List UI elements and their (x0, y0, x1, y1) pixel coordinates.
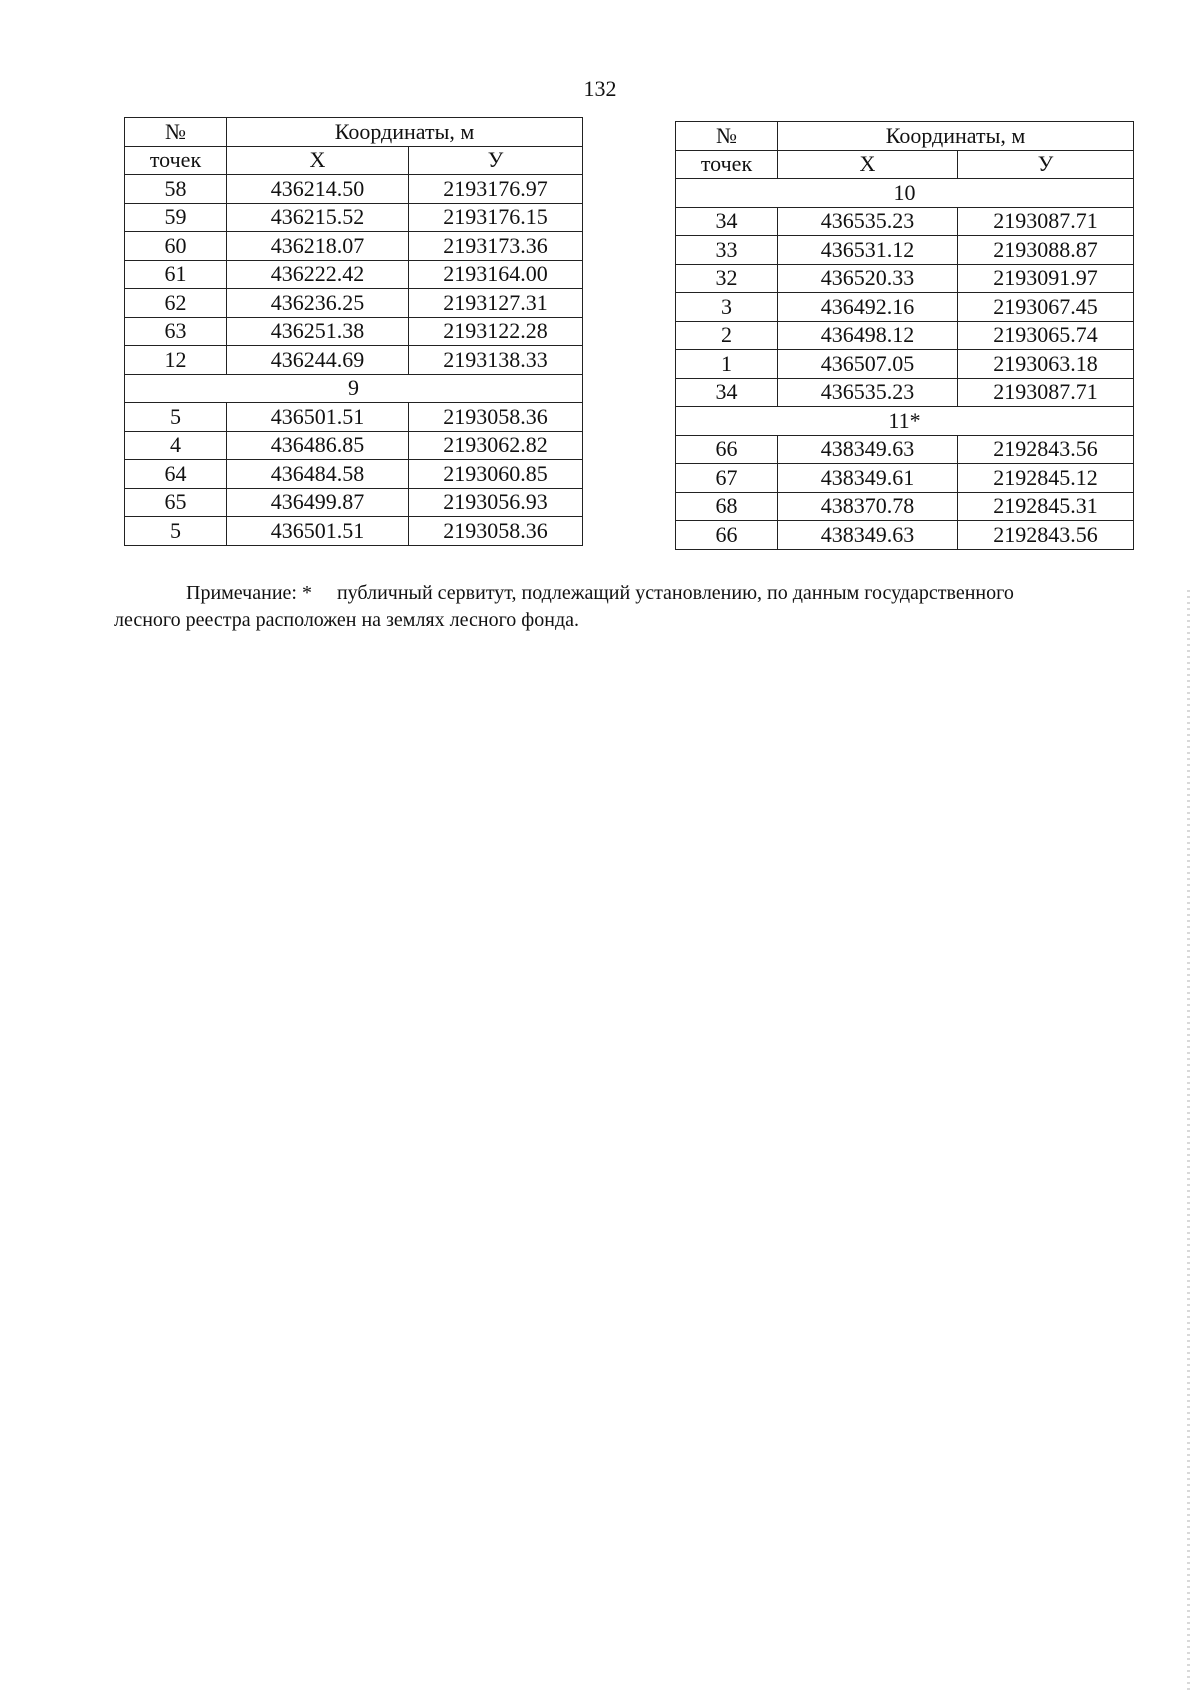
header-row (125, 146, 583, 175)
coord-x: 436244.69 (227, 346, 409, 375)
note-text-line2: лесного реестра расположен на землях лесного фонда. (114, 609, 579, 631)
table-row (676, 264, 1134, 293)
coord-y: 2193056.93 (409, 488, 583, 517)
table-row (125, 232, 583, 261)
coord-y: 2193063.18 (958, 350, 1134, 379)
coord-y: 2192845.31 (958, 492, 1134, 521)
header-points: точек (125, 146, 227, 175)
coord-x: 436492.16 (778, 293, 958, 322)
note-label: Примечание: (186, 582, 297, 604)
note-asterisk: * (301, 582, 312, 604)
scan-edge-artifact (1187, 590, 1190, 1690)
coord-y: 2193065.74 (958, 321, 1134, 350)
coord-x: 436484.58 (227, 460, 409, 489)
table-row (125, 517, 583, 546)
header-x: X (227, 146, 409, 175)
coord-x: 438349.63 (778, 435, 958, 464)
coord-x: 436520.33 (778, 264, 958, 293)
table-row (125, 289, 583, 318)
table-row (676, 321, 1134, 350)
coord-y: 2193087.71 (958, 207, 1134, 236)
header-row (125, 118, 583, 147)
coord-y: 2193176.97 (409, 175, 583, 204)
point-number: 66 (676, 435, 778, 464)
coord-x: 436507.05 (778, 350, 958, 379)
table-row (676, 464, 1134, 493)
coord-x: 436535.23 (778, 207, 958, 236)
header-coords: Координаты, м (227, 118, 583, 147)
coord-y: 2192845.12 (958, 464, 1134, 493)
table-row (676, 207, 1134, 236)
table-row (676, 350, 1134, 379)
header-num: № (676, 122, 778, 151)
section-row (676, 407, 1134, 436)
table-row (125, 203, 583, 232)
table-row (676, 293, 1134, 322)
point-number: 64 (125, 460, 227, 489)
table-row (676, 378, 1134, 407)
coord-y: 2193087.71 (958, 378, 1134, 407)
coord-y: 2193060.85 (409, 460, 583, 489)
point-number: 63 (125, 317, 227, 346)
point-number: 59 (125, 203, 227, 232)
point-number: 5 (125, 403, 227, 432)
coordinates-table-right (675, 121, 1134, 550)
coord-x: 438370.78 (778, 492, 958, 521)
point-number: 34 (676, 378, 778, 407)
table-row (125, 260, 583, 289)
table-row (125, 317, 583, 346)
coord-y: 2193127.31 (409, 289, 583, 318)
coord-x: 436531.12 (778, 236, 958, 265)
section-row (125, 374, 583, 403)
header-y: У (409, 146, 583, 175)
table-row (676, 492, 1134, 521)
coord-x: 438349.61 (778, 464, 958, 493)
point-number: 32 (676, 264, 778, 293)
point-number: 65 (125, 488, 227, 517)
table-row (125, 346, 583, 375)
coord-x: 436236.25 (227, 289, 409, 318)
point-number: 58 (125, 175, 227, 204)
section-label: 11* (676, 407, 1134, 436)
coord-x: 438349.63 (778, 521, 958, 550)
table-row (676, 435, 1134, 464)
coord-y: 2193058.36 (409, 517, 583, 546)
coord-x: 436499.87 (227, 488, 409, 517)
coord-x: 436215.52 (227, 203, 409, 232)
point-number: 67 (676, 464, 778, 493)
table-row (125, 488, 583, 517)
table-row (125, 175, 583, 204)
header-points: точек (676, 150, 778, 179)
point-number: 61 (125, 260, 227, 289)
header-x: X (778, 150, 958, 179)
table-row (125, 460, 583, 489)
point-number: 12 (125, 346, 227, 375)
table-row (676, 521, 1134, 550)
coord-x: 436501.51 (227, 403, 409, 432)
coord-y: 2193058.36 (409, 403, 583, 432)
point-number: 34 (676, 207, 778, 236)
coord-x: 436501.51 (227, 517, 409, 546)
point-number: 2 (676, 321, 778, 350)
header-coords: Координаты, м (778, 122, 1134, 151)
coord-y: 2192843.56 (958, 435, 1134, 464)
table-row (125, 403, 583, 432)
note-text-line1: публичный сервитут, подлежащий установлению, по данным государственного (336, 582, 1014, 604)
coordinates-table-left (124, 117, 583, 546)
point-number: 68 (676, 492, 778, 521)
section-row (676, 179, 1134, 208)
coord-y: 2192843.56 (958, 521, 1134, 550)
page-number: 132 (583, 76, 617, 101)
point-number: 3 (676, 293, 778, 322)
header-num: № (125, 118, 227, 147)
point-number: 66 (676, 521, 778, 550)
table-row (676, 236, 1134, 265)
header-y: У (958, 150, 1134, 179)
coord-x: 436498.12 (778, 321, 958, 350)
header-row (676, 122, 1134, 151)
point-number: 62 (125, 289, 227, 318)
table-row (125, 431, 583, 460)
coord-x: 436222.42 (227, 260, 409, 289)
header-row (676, 150, 1134, 179)
point-number: 5 (125, 517, 227, 546)
coord-x: 436251.38 (227, 317, 409, 346)
point-number: 1 (676, 350, 778, 379)
coord-y: 2193176.15 (409, 203, 583, 232)
coord-y: 2193164.00 (409, 260, 583, 289)
coord-x: 436486.85 (227, 431, 409, 460)
coord-y: 2193091.97 (958, 264, 1134, 293)
coord-y: 2193062.82 (409, 431, 583, 460)
coord-y: 2193173.36 (409, 232, 583, 261)
section-label: 9 (125, 374, 583, 403)
coord-x: 436218.07 (227, 232, 409, 261)
coord-y: 2193138.33 (409, 346, 583, 375)
coord-y: 2193088.87 (958, 236, 1134, 265)
coord-y: 2193067.45 (958, 293, 1134, 322)
point-number: 4 (125, 431, 227, 460)
point-number: 60 (125, 232, 227, 261)
footnote (114, 580, 1114, 634)
coord-x: 436535.23 (778, 378, 958, 407)
coord-y: 2193122.28 (409, 317, 583, 346)
point-number: 33 (676, 236, 778, 265)
section-label: 10 (676, 179, 1134, 208)
coord-x: 436214.50 (227, 175, 409, 204)
